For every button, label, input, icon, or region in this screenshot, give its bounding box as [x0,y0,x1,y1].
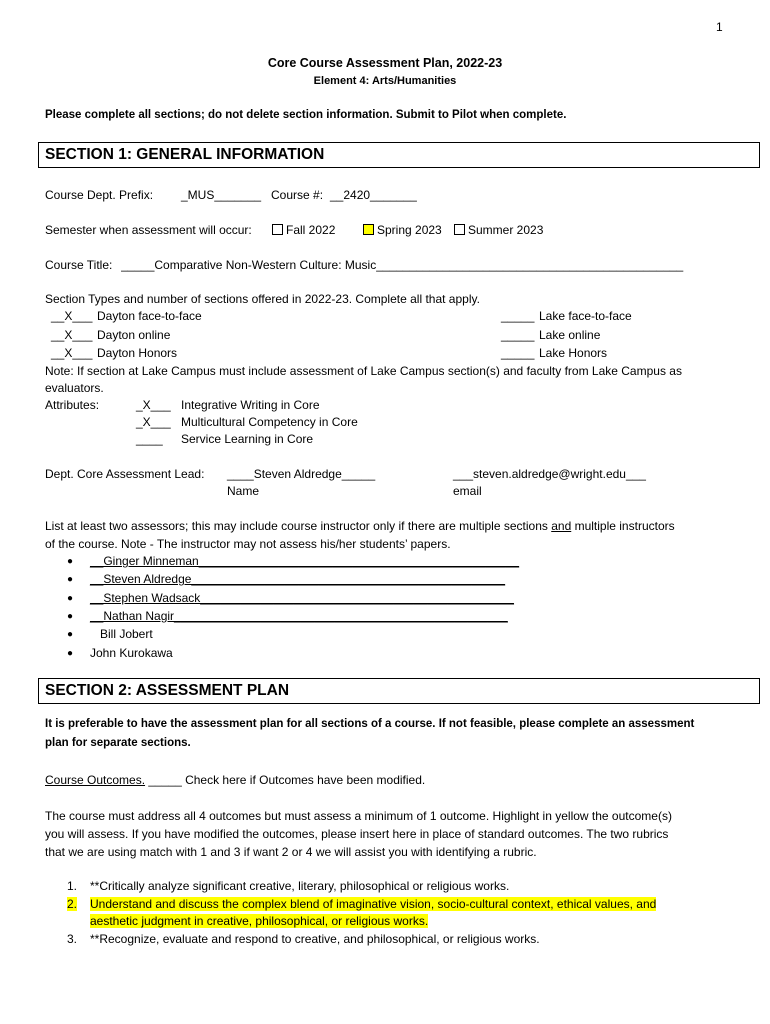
outcomes-check-line [45,773,425,787]
lead-name-value[interactable]: ____Steven Aldredge_____ [227,467,376,481]
lake-honors-mark[interactable]: _____ [501,346,535,360]
lead-name-caption: Name [227,484,260,498]
document-title: Core Course Assessment Plan, 2022-23 [267,56,503,70]
attribute-multicultural-mark[interactable]: _X___ [136,415,171,429]
dayton-online-mark[interactable]: __X___ [51,328,93,342]
prefix-label: Course Dept. Prefix: [45,188,154,202]
attribute-multicultural-label: Multicultural Competency in Core [181,415,358,429]
semester-label: Semester when assessment will occur: [45,223,252,237]
semester-option-fall[interactable] [272,223,335,237]
address-line3: that we are using match with 1 and 3 if want 2 or 4 we will assist you with identifying a rubric. [45,845,537,859]
dayton-honors-mark[interactable]: __X___ [51,346,93,360]
outcome-item[interactable]: **Recognize, evaluate and respond to creative, and philosophical, or religious works. [90,932,540,946]
dayton-f2f-label: Dayton face-to-face [97,309,202,323]
dayton-online-label: Dayton online [97,328,171,342]
outcome-item-highlighted-cont[interactable] [90,914,428,928]
lead-email-caption: email [453,484,482,498]
preferable-line2: plan for separate sections. [45,737,191,749]
outcomes-label: Course Outcomes. [45,773,146,787]
bullet-icon: ● [67,574,74,585]
bullet-icon: ● [67,593,74,604]
lead-email-value[interactable]: ___steven.aldredge@wright.edu___ [453,467,646,481]
assessor-item[interactable]: Bill Jobert [90,627,153,641]
outcome-item-highlighted[interactable] [90,897,656,911]
course-title-label: Course Title: [45,258,113,272]
checkbox-icon[interactable] [272,224,283,235]
outcome-number: 1. [67,879,78,893]
assessors-intro-b: multiple instructors [571,519,675,533]
dayton-f2f-mark[interactable]: __X___ [51,309,93,323]
bullet-icon: ● [67,629,74,640]
semester-option-spring[interactable] [363,223,442,237]
bullet-icon: ● [67,556,74,567]
attributes-label: Attributes: [45,398,100,412]
address-line1: The course must address all 4 outcomes but must assess a minimum of 1 outcome. Highlight in yellow the outcome(s) [45,809,672,823]
semester-spring-label: Spring 2023 [377,223,442,237]
attribute-writing-label: Integrative Writing in Core [181,398,320,412]
attribute-service-mark[interactable]: ____ [136,432,163,446]
document-subtitle: Element 4: Arts/Humanities [313,75,457,87]
bullet-icon: ● [67,611,74,622]
semester-fall-label: Fall 2022 [286,223,336,237]
outcome-number: 3. [67,932,78,946]
page-number: 1 [716,20,723,34]
assessor-item[interactable]: John Kurokawa [90,646,173,660]
lake-online-label: Lake online [539,328,601,342]
lake-f2f-label: Lake face-to-face [539,309,632,323]
lake-online-mark[interactable]: _____ [501,328,535,342]
outcome-item[interactable]: **Critically analyze significant creative, literary, philosophical or religious works. [90,879,510,893]
outcome-line2: aesthetic judgment in creative, philosophical, or religious works. [90,914,429,928]
course-title-value[interactable]: _____Comparative Non-Western Culture: Music______________________________________________ [121,258,684,272]
lake-honors-label: Lake Honors [539,346,608,360]
address-line2: you will assess. If you have modified the outcomes, please insert here in place of standard outcomes. The two rubrics [45,827,669,841]
assessors-intro-a: List at least two assessors; this may include course instructor only if there are multiple sections [45,519,552,533]
checkbox-icon[interactable] [363,224,374,235]
assessor-item[interactable]: __Nathan Nagir__________________________________________________ [90,609,508,623]
lake-f2f-mark[interactable]: _____ [501,309,535,323]
outcome-number-text: 2. [67,897,78,911]
section-types-intro: Section Types and number of sections offered in 2022-23. Complete all that apply. [45,292,480,306]
semester-summer-label: Summer 2023 [468,223,544,237]
lake-note-line2: evaluators. [45,381,104,395]
assessors-intro-and: and [551,519,572,533]
lead-label: Dept. Core Assessment Lead: [45,467,205,481]
course-number-label: Course #: [271,188,324,202]
semester-option-summer[interactable] [454,223,543,237]
attribute-service-label: Service Learning in Core [181,432,314,446]
assessors-intro-line1 [45,519,675,533]
prefix-value[interactable]: _MUS_______ [181,188,262,202]
instruction-text: Please complete all sections; do not delete section information. Submit to Pilot when complete. [45,109,567,121]
bullet-icon: ● [67,648,74,659]
assessors-intro-line2: of the course. Note - The instructor may not assess his/her students’ papers. [45,537,451,551]
outcomes-check-text[interactable]: _____ Check here if Outcomes have been modified. [145,773,426,787]
assessor-item[interactable]: __Steven Aldredge_______________________________________________ [90,572,506,586]
checkbox-icon[interactable] [454,224,465,235]
assessor-item[interactable]: __Stephen Wadsack_______________________________________________ [90,591,514,605]
outcome-line1: Understand and discuss the complex blend of imaginative vision, socio-cultural context, ethical values, and [90,897,657,911]
attribute-writing-mark[interactable]: _X___ [136,398,171,412]
dayton-honors-label: Dayton Honors [97,346,178,360]
assessor-item[interactable]: __Ginger Minneman________________________________________________ [90,554,520,568]
course-number-value[interactable]: __2420_______ [330,188,417,202]
section1-heading: SECTION 1: GENERAL INFORMATION [38,142,760,168]
lake-note-line1: Note: If section at Lake Campus must include assessment of Lake Campus section(s) and faculty from Lake Campus as [45,364,682,378]
section2-heading: SECTION 2: ASSESSMENT PLAN [38,678,760,704]
preferable-line1: It is preferable to have the assessment plan for all sections of a course. If not feasible, please complete an assessment [45,718,695,730]
outcome-number [67,897,77,911]
